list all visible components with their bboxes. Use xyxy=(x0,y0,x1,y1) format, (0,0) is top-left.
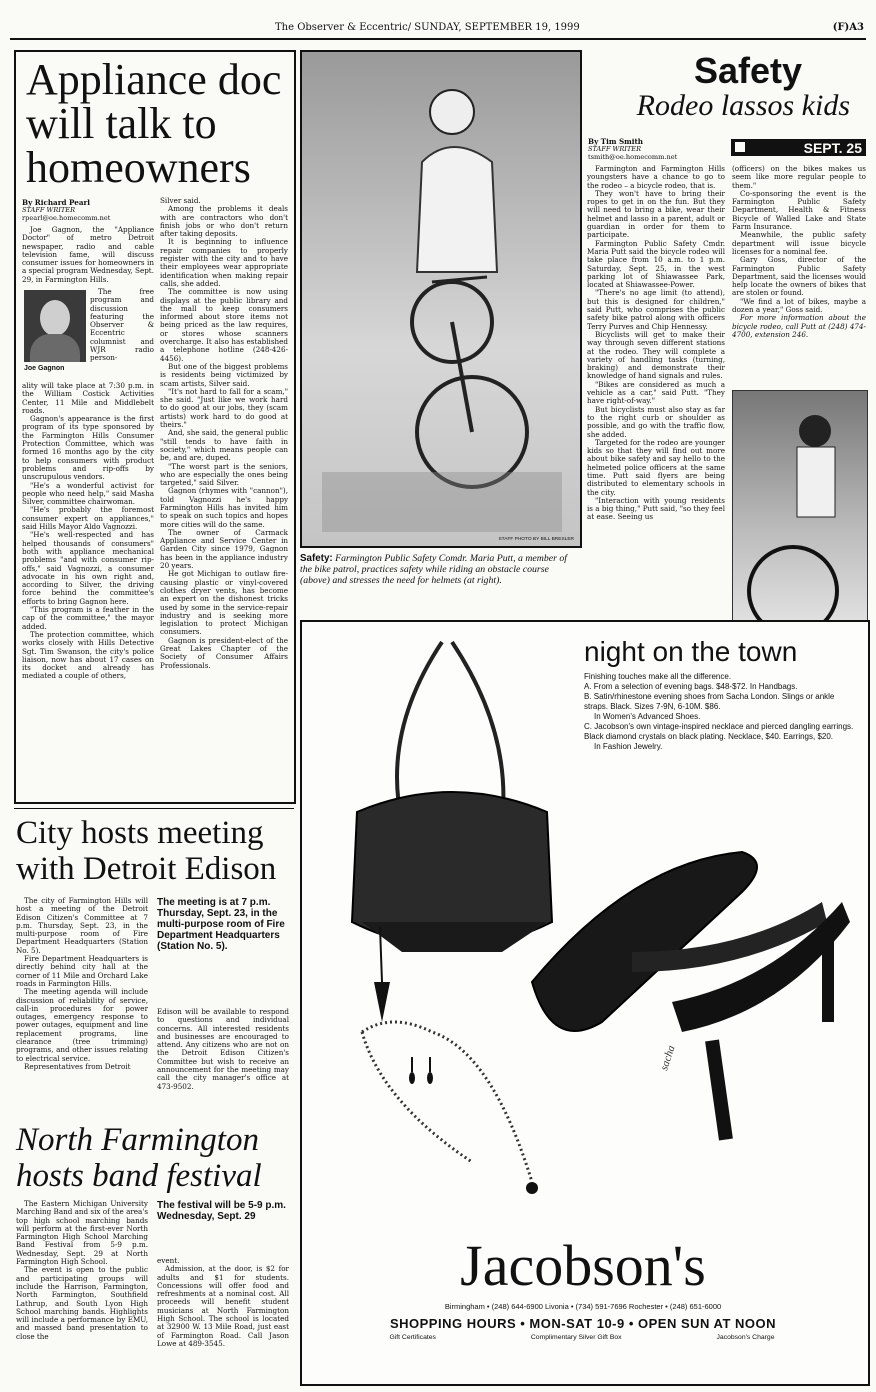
ad-title: night on the town xyxy=(584,636,798,667)
shoulders-shape xyxy=(30,334,80,362)
headline: Appliance doc will talk to homeowners xyxy=(26,55,282,192)
appliance-col2: Silver said. Among the problems it deals with are contractors who don't finish jobs or who don't return after taking deposits. It is beginning to influence repair companies to properly register with the city and to have their employees wear appropriate identification when making repair calls, she added. The committee is now using displays at the public library and the mall to keep consumers informed about store items not being priced as the law requires, or stores whose scanners overcharge. It also has established a telephone hotline (248-426-4456). But one of the biggest problems is residents being victimized by scam artists, Silver said. "It's not hard to fall for a scam," she said. "Just like we work hard to do good at our jobs, they (scam artists) work hard to do good at theirs." And, she said, the general public "still tends to have faith in society," which means people can be, and are, duped. "The worst part is the seniors, who are especially the ones being targeted," said Silver. Gagnon (rhymes with "cannon"), told Vagnozzi he's happy Farmington Hills has invited him to speak on such topics and hopes more cities will do the same. The owner of Carmack Appliance and Service Center in Garden City since 1979, Gagnon has been in the appliance industry 20 years. He got Michigan to outlaw fire-causing plastic or vinyl-covered clothes dryer vents, has become an expert on the dishonest tricks used by some in the service-repair industry and is seeking more legislation to protect Michigan consumers. Gagnon is president-elect of the Great Lakes Chapter of the Society of Consumer Affairs Professionals. xyxy=(160,197,288,670)
appliance-col1-side: The free program and discussion featuring the Observer & Eccentric columnist and WJR radio person- xyxy=(90,288,154,363)
bike-photo xyxy=(300,50,582,548)
page-number: (F)A3 xyxy=(832,22,864,33)
safety-col2: (officers) on the bikes makes us seem like more regular people to them." Co-sponsoring the event is the Farmington Public Safety Department, Health & Fitness Bicycle of Walled Lake and State Farm Insurance. Meanwhile, the public safety department will issue bicycle licenses for a nominal fee. Gary Goss, director of the Farmington Public Safety Department, said the licenses would help locate the owners of bikes that are stolen or found. "We find a lot of bikes, maybe a dozen a year," Goss said. For more information about the bicycle rodeo, call Putt at (248) 474-4700, extension 246. xyxy=(732,165,866,339)
band-col2: event. Admission, at the door, is $2 for adults and $1 for students. Concessions will offer food and refreshments at a nominal cost. All proceeds will benefit student musicians at North Farmington High School. The school is located at 32900 W. 13 Mile Road, just east of Farmington Road. Call Jason Lowe at 489-3545. xyxy=(157,1257,289,1348)
city-headline: City hosts meeting with Detroit Edison xyxy=(16,815,277,887)
safety-header xyxy=(584,52,866,122)
safety-byline: By Tim Smith STAFF WRITER tsmith@oe.homecomm.net xyxy=(588,137,678,161)
face-shape xyxy=(40,300,70,336)
byline-name: By Richard Pearl xyxy=(22,198,90,207)
photo-credit: STAFF PHOTO BY BILL BRESLER xyxy=(498,537,574,542)
divider xyxy=(14,808,294,809)
band-col1: The Eastern Michigan University Marching Band and six of the area's top high school marching bands will perform at the first-ever North Farmington High School Marching Band Festival from 5-9 p.m. Wednesday, Sept. 29 at North Farmington High School. The event is open to the public and participating groups will include the Harrison, Farmington, North Farmington, Southfield Lathrup, and South Lyon High School marching bands. Highlights will include a performance by EMU, and massed band presentation to close the xyxy=(16,1200,148,1341)
byline-role: STAFF WRITER xyxy=(22,206,76,215)
appliance-col1-top: Joe Gagnon, the "Appliance Doctor" of metro Detroit newspaper, radio and cable television fame, will discuss consumer issues for homeowners in a special program Wednesday, Sept. 29, in Farmington Hills. xyxy=(22,226,154,284)
byline xyxy=(22,199,152,222)
safety-caption: Safety: Farmington Public Safety Comdr. Maria Putt, a member of the bike patrol, practices safety while riding an obstacle course (above) and stresses the need for helmets (at right). xyxy=(300,553,567,586)
calendar-icon xyxy=(735,142,745,152)
headline: Rodeo lassos kids xyxy=(636,89,850,122)
city-col1: The city of Farmington Hills will host a meeting of the Detroit Edison Citizen's Committee at 7 p.m. Thursday, Sept. 23, in the multi-purpose room of Fire Department Headquarters (Station No. 5). Fire Department Headquarters is directly behind city hall at the corner of 11 Mile and Orchard Lake roads in Farmington Hills. The meeting agenda will include discussion of reliability of service, call-in procedures for power outages, emergency response to power outages, equipment and line replacement programs, line clearance (tree trimming) programs, and other issues relating to electrical service. Representatives from Detroit xyxy=(16,897,148,1071)
ad-footer: Gift Certificates Complimentary Silver Gift Box Jacobson's Charge xyxy=(389,1334,775,1341)
byline-email: rpearl@oe.homecomm.net xyxy=(22,213,111,222)
appliance-col1-rest: ality will take place at 7:30 p.m. in the William Costick Activities Center, 11 Mile and Middlebelt roads. Gagnon's appearance is the first program of its type sponsored by the Farmington Hills Consumer Protection Committee, which was formed 16 months ago by the city to help consumers with product problems and rip-offs by unscrupulous vendors. "He's a wonderful activist for people who need help," said Masha Silver, committee chairwoman. "He's probably the foremost consumer expert on appliances," said Hills Mayor Aldo Vagnozzi. "He's well-respected and has helped thousands of consumers" both with appliance mechanical problems "and with consumer rip-offs," said Vagnozzi, a consumer advocate in his own right and, according to Silver, the driving force behind the committee's efforts to bring Gagnon here. "This program is a feather in the cap of the committee," the mayor added. The protection committee, which works closely with Hills Detective Sgt. Tim Swanson, the city's police liaison, now has about 17 cases on its docket and already has mediated a couple of others, xyxy=(22,382,154,681)
band-headline: North Farmington hosts band festival xyxy=(16,1122,262,1194)
jacobsons-ad xyxy=(300,620,870,1386)
shoe-brand-label: sacha xyxy=(658,1043,678,1073)
band-callout: The festival will be 5-9 p.m. Wednesday, Sept. 29 xyxy=(157,1200,286,1222)
officer-illustration xyxy=(733,391,867,621)
necklace-and-earrings xyxy=(362,1022,538,1194)
city-col2: Edison will be available to respond to questions and individual concerns. All interested residents and businesses are encouraged to attend. Any citizens who are not on the Detroit Edison Citizen's Committee but wish to receive an announcement for the meeting may call the city manager's office at 473-9502. xyxy=(157,1008,289,1091)
date-text: SEPT. 25 xyxy=(803,140,862,156)
shopping-hours: SHOPPING HOURS • MON-SAT 10-9 • OPEN SUN AT NOON xyxy=(389,1316,777,1331)
brand-logo: Jacobson's xyxy=(460,1233,706,1298)
kicker: Safety xyxy=(693,50,802,91)
photo-caption: Joe Gagnon xyxy=(24,365,65,372)
date-box xyxy=(731,139,866,156)
helmet-photo xyxy=(732,390,868,622)
appliance-story xyxy=(14,50,296,804)
masthead-title: The Observer & Eccentric/ SUNDAY, SEPTEMBER 19, 1999 xyxy=(275,22,580,33)
ad-copy: Finishing touches make all the difference. A. From a selection of evening bags. $48-$72. In Handbags. B. Satin/rhinestone evening shoes from Sacha London. Slings or ankle straps. Black. Sizes 7-9N, 6-10M. $86. In Women's Advanced Shoes. C. Jacobson's own vintage-inspired necklace and pierced dangling earrings. Black diamond crystals on black plating. Necklace, $40. Earrings, $20. In Fashion Jewelry. xyxy=(584,672,854,751)
masthead xyxy=(0,22,876,38)
evening-bag xyxy=(352,642,552,1022)
cyclist-illustration xyxy=(302,52,580,546)
safety-col1: Farmington and Farmington Hills youngsters have a chance to go to the rodeo – a bicycle rodeo, that is. They won't have to bring their ropes to get in on the fun. But they will need to bring a bike, wear their helmet and lasso in a parent, adult or guardian in order for them to participate. Farmington Public Safety Cmdr. Maria Putt said the bicycle rodeo will take place from 10 a.m. to 1 p.m. Saturday, Sept. 25, in the west parking lot of Shiawassee Park, located at Shiawassee-Power. "There's no age limit (to attend), but this is designed for children," said Putt, who comprises the public safety bike patrol along with officers Terry Purves and Chip Hennessy. Bicyclists will get to make their way through seven different stations at the rodeo. They will complete a variety of handling tasks (turning, braking) and demonstrate their knowledge of hand signals and rules. "Bikes are considered as much a vehicle as a car," said Putt. "They have right-of-way." But bicyclists must also stay as far to the right curb or shoulder as possible, and go with the traffic flow, she added. Targeted for the rodeo are younger kids so that they will find out more about bike safety and say hello to the helmeted police officers at the same time. Putt said flyers are being distributed to elementary schools in the city. "Interaction with young residents is a big thing," Putt said, "so they feel at ease. Seeing us xyxy=(587,165,725,522)
store-locations: Birmingham • (248) 644-6900 Livonia • (734) 591-7696 Rochester • (248) 651-6000 xyxy=(444,1302,722,1311)
evening-shoes xyxy=(532,852,850,1140)
city-callout: The meeting is at 7 p.m. Thursday, Sept. 23, in the multi-purpose room of Fire Department Headquarters (Station No. 5). xyxy=(157,897,285,952)
gagnon-photo xyxy=(24,290,86,362)
top-rule xyxy=(10,38,866,40)
ad-product-illustration xyxy=(302,622,868,1232)
